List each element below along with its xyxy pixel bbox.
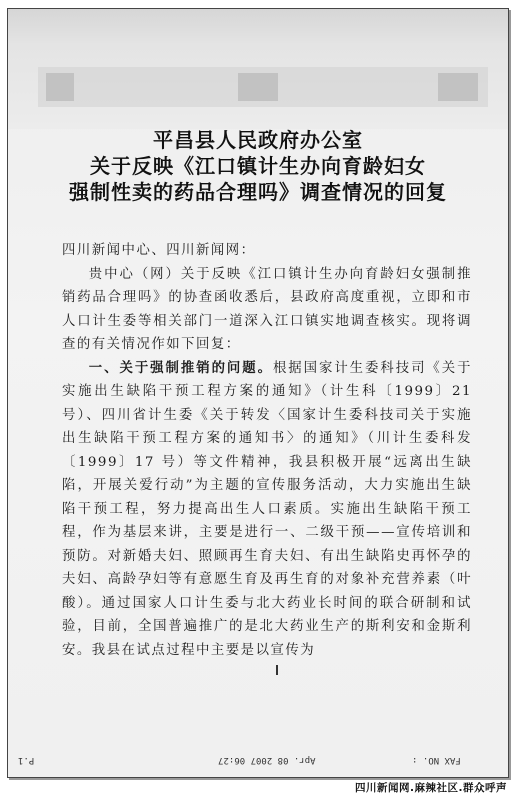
site-watermark: 四川新闻网.麻辣社区.群众呼声 xyxy=(355,782,507,794)
scanned-page xyxy=(7,8,509,778)
stray-mark xyxy=(276,665,278,675)
title-line-3: 强制性卖的药品合理吗》调查情况的回复 xyxy=(69,180,447,204)
fax-footer xyxy=(8,753,508,771)
fax-timestamp: Apr. 08 2007 06:27 xyxy=(218,755,316,765)
bleed-logo-mid xyxy=(238,73,278,101)
title-line-2: 关于反映《江口镇计生办向育龄妇女 xyxy=(90,154,426,178)
section-1-paragraph xyxy=(62,357,472,663)
fax-number-label: FAX NO. : xyxy=(412,755,461,765)
title-line-1: 平昌县人民政府办公室 xyxy=(153,128,363,152)
intro-paragraph: 贵中心（网）关于反映《江口镇计生办向育龄妇女强制推销药品合理吗》的协查函收悉后，县政府高度重视，立即和市人口计生委等相关部门一道深入江口镇实地调查核实。现将调查的有关情况作如下回复： xyxy=(62,266,472,352)
bleed-logo-right xyxy=(438,73,478,101)
salutation: 四川新闻中心、四川新闻网： xyxy=(62,243,256,258)
fax-page-number: P.1 xyxy=(18,755,35,765)
document-body xyxy=(62,239,472,662)
fax-header-area xyxy=(8,9,508,129)
section-1-heading: 一、关于强制推销的问题。 xyxy=(88,359,273,376)
document-title xyxy=(28,127,488,205)
bleed-logo-left xyxy=(46,73,74,101)
section-1-body: 根据国家计生委科技司《关于实施出生缺陷干预工程方案的通知》（计生科〔1999〕21 号）、四川省计生委《关于转发〈国家计生委科技司关于实施出生缺陷干预工程方案的通知书〉的通知》（川计生委科发〔1999〕17 号）等文件精神，我县积极开展“远离出生缺陷，开展关爱行动”为主题的宣传服务活动，大力实施出生缺陷干预工程，努力提高出生人口素质。实施出生缺陷干预工程，作为基层来讲，主要是进行一、二级干预——宣传培训和预防。对新婚夫妇、照顾再生育夫妇、有出生缺陷史再怀孕的夫妇、高龄孕妇等有意愿生育及再生育的对象补充营养素（叶酸）。通过国家人口计生委与北大药业长时间的联合研制和试验，目前，全国普遍推广的是北大药业生产的斯利安和金斯利安。我县在试点过程中主要是以宣传为 xyxy=(62,360,472,658)
